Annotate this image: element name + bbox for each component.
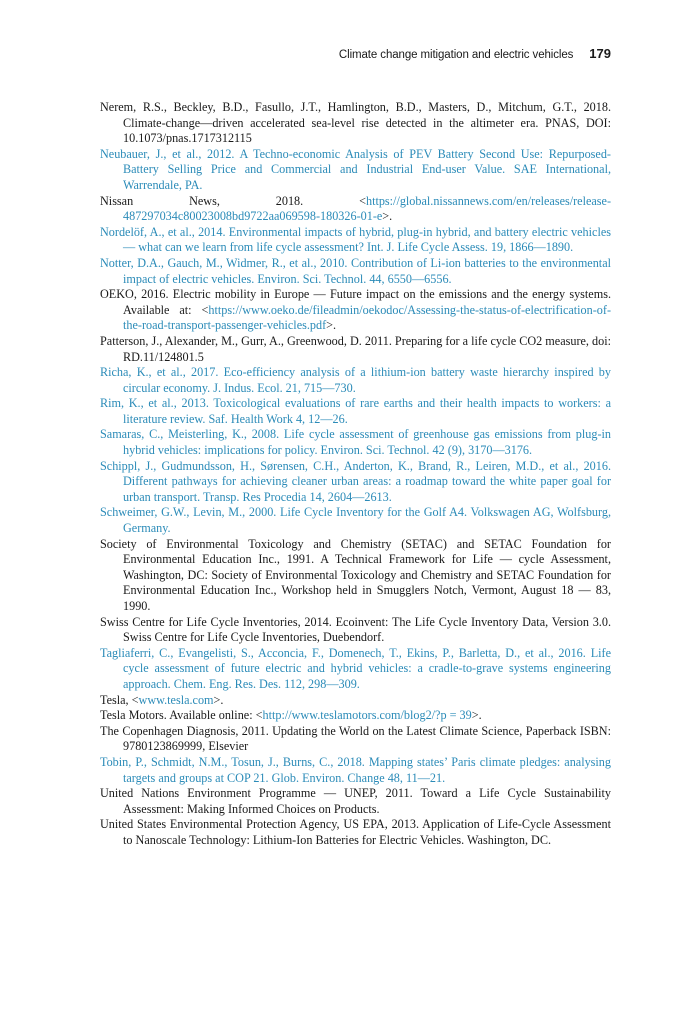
reference-entry <box>100 287 611 334</box>
reference-entry: Patterson, J., Alexander, M., Gurr, A., Greenwood, D. 2011. Preparing for a life cycle CO2 measure, doi: RD.11/124801.5 <box>100 333 611 364</box>
reference-entry[interactable]: Nordelöf, A., et al., 2014. Environmental impacts of hybrid, plug-in hybrid, and battery electric vehicles — what can we learn from life cycle assessment? Int. J. Life Cycle Assess. 19, 1866—1890. <box>100 224 611 255</box>
reference-prefix: Tesla, < <box>100 692 139 707</box>
running-title: Climate change mitigation and electric vehicles <box>338 49 574 61</box>
reference-entry[interactable]: Richa, K., et al., 2017. Eco-efficiency analysis of a lithium-ion battery waste hierarchy inspired by circular economy. J. Indus. Ecol. 21, 715—730. <box>100 365 611 395</box>
reference-list <box>100 100 611 849</box>
reference-entry: Society of Environmental Toxicology and Chemistry (SETAC) and SETAC Foundation for Environmental Education Inc., 1991. A Technical Framework for Life — cycle Assessment, Washington, DC: Society of Environmental Toxicology and Chemistry and SETAC Foundation for Environmental Education Inc., Workshop held in Smugglers Notch, Vermont, August 18 — 83, 1990. <box>100 536 611 613</box>
reference-suffix: >. <box>213 692 224 707</box>
reference-prefix: Nissan News, 2018. < <box>100 193 366 208</box>
reference-suffix: >. <box>382 209 393 224</box>
reference-link[interactable]: https://www.oeko.de/fileadmin/oekodoc/Assessing-the-status-of-electrification-of-the-road-transport-passenger-vehicles.pdf <box>123 302 611 333</box>
reference-suffix: >. <box>471 708 482 723</box>
reference-entry: Nerem, R.S., Beckley, B.D., Fasullo, J.T., Hamlington, B.D., Masters, D., Mitchum, G.T., 2018. Climate-change—driven accelerated sea-level rise detected in the altimeter era. PNAS, DOI: 10.1073/pnas.1717312115 <box>100 100 611 146</box>
reference-entry[interactable]: Schippl, J., Gudmundsson, H., Sørensen, C.H., Anderton, K., Brand, R., Leiren, M.D., et al., 2016. Different pathways for achieving cleaner urban areas: a roadmap toward the white paper goal for urban transport. Transp. Res Procedia 14, 2604—2613. <box>100 458 611 504</box>
reference-link[interactable]: http://www.teslamotors.com/blog2/?p = 39 <box>262 708 472 723</box>
reference-entry[interactable]: Rim, K., et al., 2013. Toxicological evaluations of rare earths and their health impacts to workers: a literature review. Saf. Health Work 4, 12—26. <box>100 396 611 426</box>
reference-prefix: OEKO, 2016. Electric mobility in Europe — Future impact on the emissions and the energy systems. Available at: < <box>100 287 611 317</box>
reference-entry: Swiss Centre for Life Cycle Inventories, 2014. Ecoinvent: The Life Cycle Inventory Data, Version 3.0. Swiss Centre for Life Cycle Inventories, Duebendorf. <box>100 614 611 645</box>
reference-entry[interactable]: Neubauer, J., et al., 2012. A Techno-economic Analysis of PEV Battery Second Use: Repurposed-Battery Selling Price and Commercial and Industrial End-user Value. SAE International, Warrendale, PA. <box>100 146 611 192</box>
page-number: 179 <box>589 46 611 61</box>
running-header <box>100 46 611 61</box>
reference-prefix: Tesla Motors. Available online: < <box>100 708 263 723</box>
reference-entry <box>100 194 611 225</box>
reference-entry[interactable]: Notter, D.A., Gauch, M., Widmer, R., et al., 2010. Contribution of Li-ion batteries to the environmental impact of electric vehicles. Environ. Sci. Technol. 44, 6550—6556. <box>100 255 611 286</box>
reference-entry <box>100 693 611 709</box>
reference-entry[interactable]: Samaras, C., Meisterling, K., 2008. Life cycle assessment of greenhouse gas emissions from plug-in hybrid vehicles: implications for policy. Environ. Sci. Technol. 42 (9), 3170—3176. <box>100 427 611 458</box>
reference-entry: The Copenhagen Diagnosis, 2011. Updating the World on the Latest Climate Science, Paperback ISBN: 9780123869999, Elsevier <box>100 723 611 754</box>
reference-link[interactable]: www.tesla.com <box>138 692 214 707</box>
reference-entry: United States Environmental Protection Agency, US EPA, 2013. Application of Life-Cycle Assessment to Nanoscale Technology: Lithium-Ion Batteries for Electric Vehicles. Washington, DC. <box>100 817 611 847</box>
reference-entry <box>100 708 611 724</box>
reference-entry: United Nations Environment Programme — UNEP, 2011. Toward a Life Cycle Sustainability Assessment: Making Informed Choices on Products. <box>100 786 611 816</box>
reference-suffix: >. <box>326 318 337 333</box>
reference-entry[interactable]: Tagliaferri, C., Evangelisti, S., Acconcia, F., Domenech, T., Ekins, P., Barletta, D., et al., 2016. Life cycle assessment of future electric and hybrid vehicles: a cradle-to-grave systems engineering approach. Chem. Eng. Res. Des. 112, 298—309. <box>100 645 611 691</box>
reference-entry[interactable]: Schweimer, G.W., Levin, M., 2000. Life Cycle Inventory for the Golf A4. Volkswagen AG, Wolfsburg, Germany. <box>100 505 611 536</box>
reference-link[interactable]: https://global.nissannews.com/en/releases/release-487297034c80023008bd9722aa069598-180326-01-e <box>123 193 611 224</box>
reference-entry[interactable]: Tobin, P., Schmidt, N.M., Tosun, J., Burns, C., 2018. Mapping states’ Paris climate pledges: analysing targets and groups at COP 21. Glob. Environ. Change 48, 11—21. <box>100 754 611 785</box>
